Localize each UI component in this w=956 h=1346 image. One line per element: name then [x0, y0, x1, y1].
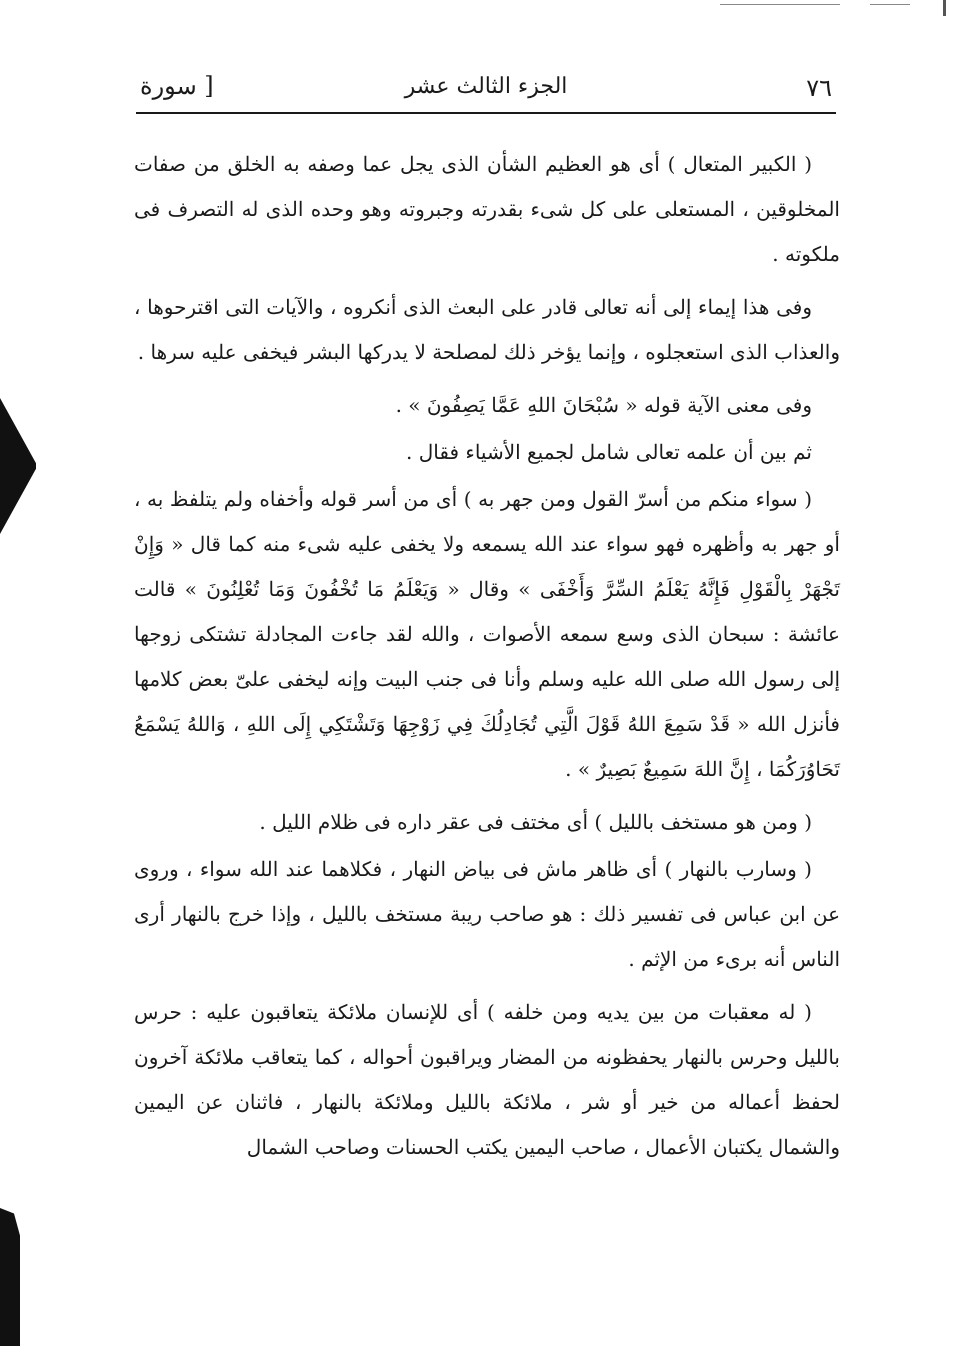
part-title: الجزء الثالث عشر	[404, 74, 568, 99]
page-body	[134, 142, 840, 1178]
page-number: ٧٦	[806, 74, 832, 102]
scan-corner-mark	[943, 0, 946, 16]
paragraph: ( له معقبات من بين يديه ومن خلفه ) أى للإنسان ملائكة يتعاقبون عليه : حرس بالليل وحرس بالنهار يحفظونه من المضار ويراقبون أحواله ، كما يتعاقب ملائكة آخرون لحفظ أعماله من خير أو شر ، ملائكة بالليل وملائكة بالنهار ، فاثنان عن اليمين والشمال يكتبان الأعمال ، صاحب اليمين يكتب الحسنات وصاحب الشمال	[134, 1000, 840, 1159]
paragraph: ثم بين أن علمه تعالى شامل لجميع الأشياء فقال .	[406, 440, 812, 464]
paragraph: ( ومن هو مستخف بالليل ) أى مختف فى عقر داره فى ظلام الليل .	[259, 810, 812, 834]
paragraph: وفى هذا إيماء إلى أنه تعالى قادر على البعث الذى أنكروه ، والآيات التى اقترحوها ، والعذاب الذى استعجلوه ، وإنما يؤخر ذلك لمصلحة لا يدركها البشر فيخفى عليه سرها .	[134, 295, 840, 364]
surah-title: [ سورة	[140, 72, 214, 100]
scan-binding-shadow	[0, 398, 36, 534]
paragraph: ( وسارب بالنهار ) أى ظاهر ماش فى بياض النهار ، فكلاهما عند الله سواء ، وروى عن ابن عباس فى تفسير ذلك : هو صاحب ريبة مستخف بالليل ، وإذا خرج بالنهار أرى الناس أنه برىء من الإثم .	[134, 857, 840, 971]
paragraph: ( سواء منكم من أسرّ القول ومن جهر به ) أى من أسر قوله وأخفاه ولم يتلفظ به ، أو جهر به وأظهره فهو سواء عند الله يسمعه ولا يخفى عليه شىء منه كما قال « وَإِنْ تَجْهَرْ بِالْقَوْلِ فَإِنَّهُ يَعْلَمُ السِّرَّ وَأَخْفَى » وقال « وَيَعْلَمُ مَا تُخْفُونَ وَمَا تُعْلِنُونَ » قالت عائشة : سبحان الذى وسع سمعه الأصوات ، والله لقد جاءت المجادلة تشتكى زوجها إلى رسول الله صلى الله عليه وسلم وأنا فى جنب البيت وإنه ليخفى علىّ بعض كلامها فأنزل الله « قَدْ سَمِعَ اللهُ قَوْلَ الَّتِي تُجَادِلُكَ فِي زَوْجِهَا وَتَشْتَكِي إِلَى اللهِ ، وَاللهُ يَسْمَعُ تَحَاوُرَكُمَا ، إِنَّ اللهَ سَمِيعٌ بَصِيرٌ » .	[134, 487, 841, 781]
paragraph: وفى معنى الآية قوله « سُبْحَانَ اللهِ عَمَّا يَصِفُونَ » .	[395, 393, 812, 417]
paragraph: ( الكبير المتعال ) أى هو العظيم الشأن الذى يجل عما وصفه به الخلق من صفات المخلوقين ، المستعلى على كل شىء بقدرته وجبروته وهو وحده الذى له التصرف فى ملكوته .	[134, 152, 840, 266]
scan-edge-mark	[720, 0, 956, 8]
scan-binding-shadow-lower	[0, 1208, 20, 1346]
page-header	[140, 72, 832, 112]
header-rule	[136, 112, 836, 114]
